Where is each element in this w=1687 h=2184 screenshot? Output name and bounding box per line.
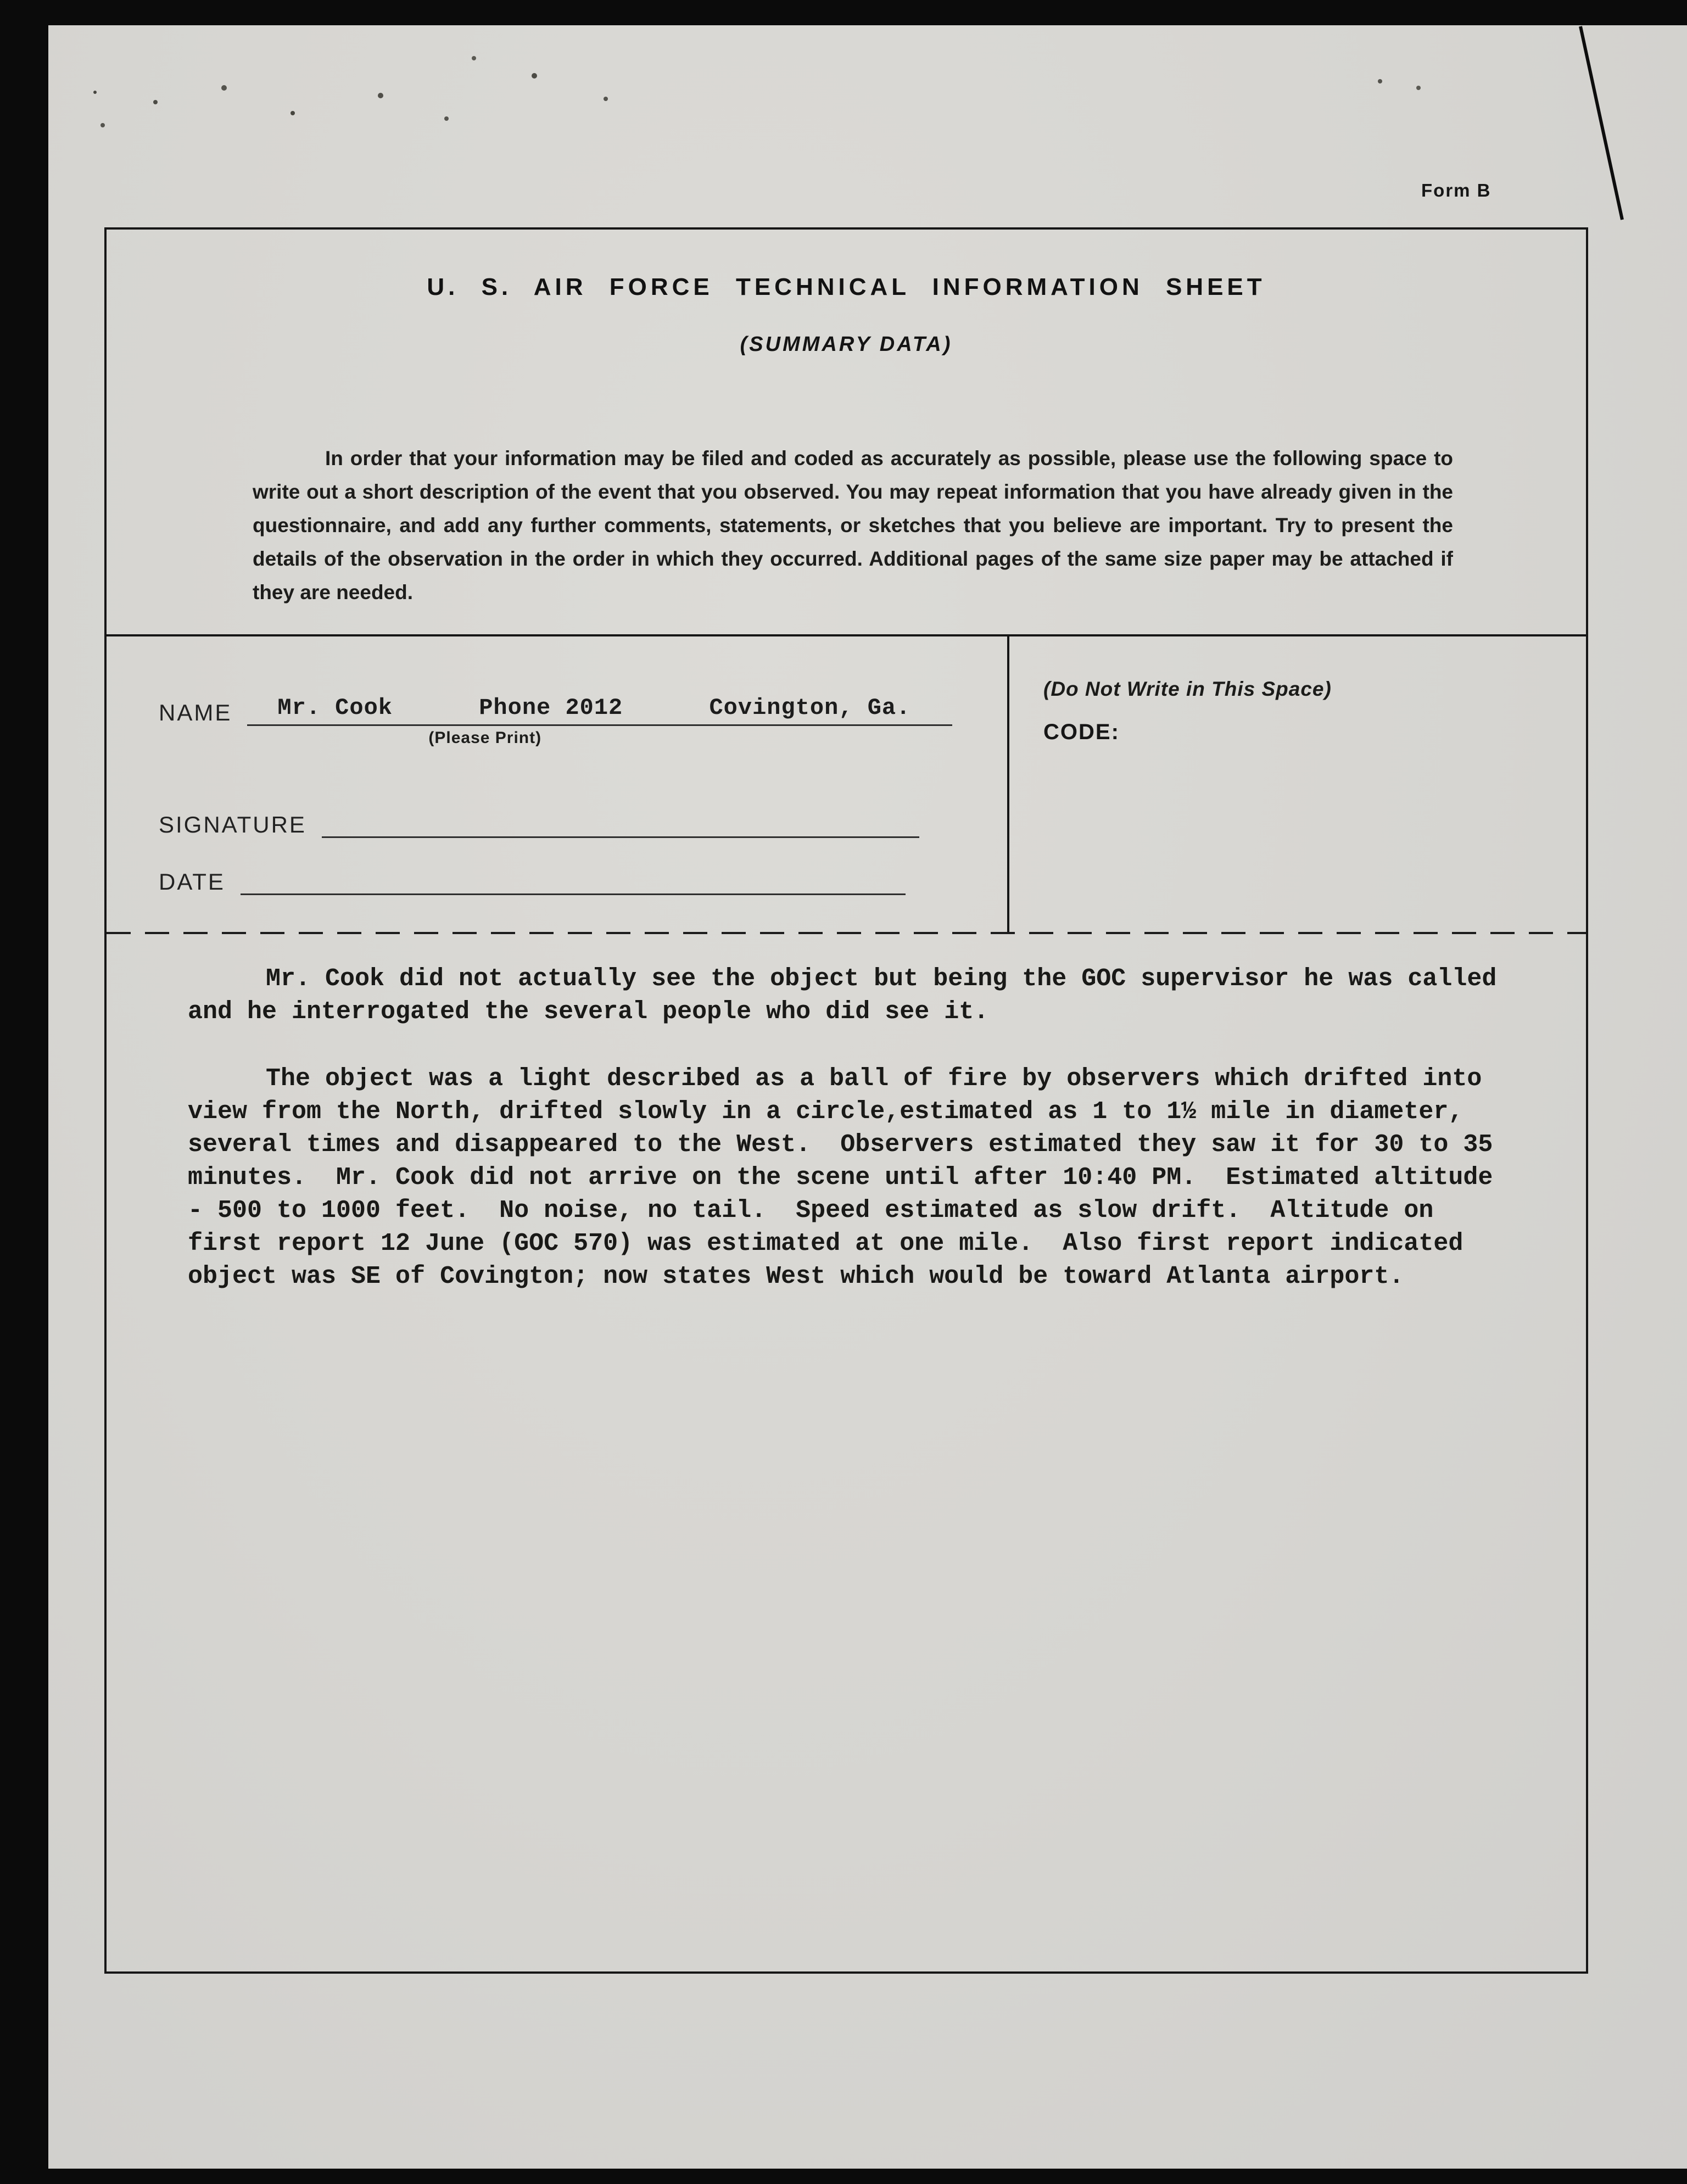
form-subtitle: (SUMMARY DATA) [740, 333, 953, 356]
date-label: DATE [159, 869, 225, 895]
signature-field-row [159, 812, 1007, 838]
signature-label: SIGNATURE [159, 812, 306, 837]
scan-edge-left [0, 0, 48, 2184]
name-line [247, 678, 952, 747]
date-field-row [159, 869, 1007, 895]
narrative-paragraph-1: Mr. Cook did not actually see the object but being the GOC supervisor he was called and he interrogated the several people who did see it. [188, 965, 1512, 1026]
identity-left-cell [107, 636, 1007, 932]
form-box [104, 227, 1588, 1974]
scan-speckles [93, 91, 97, 94]
please-print-note: (Please Print) [428, 729, 542, 747]
form-header-section [107, 273, 1586, 636]
narrative-section [107, 934, 1512, 1293]
do-not-write-note: (Do Not Write in This Space) [1043, 678, 1332, 700]
form-title: U. S. AIR FORCE TECHNICAL INFORMATION SHEET [427, 273, 1266, 300]
date-line [241, 888, 906, 895]
instructions-paragraph: In order that your information may be filed and coded as accurately as possible, please use the following space to write out a short description of the event that you observed. You may repeat information that you have already given in the questionnaire, and add any further comments, statements, or sketches that you believe are important. Try to present the details of the observation in the order in which they occurred. Additional pages of the same size paper may be attached if they are needed. [253, 447, 1453, 604]
name-label: NAME [159, 700, 232, 725]
scan-edge-bottom [0, 2169, 1687, 2184]
form-b-label: Form B [1421, 180, 1492, 200]
identity-section [107, 636, 1586, 932]
scan-edge-top [0, 0, 1687, 25]
identity-right-cell [1007, 636, 1586, 932]
name-value: Mr. Cook Phone 2012 Covington, Ga. [277, 695, 911, 721]
name-field-row [159, 678, 1007, 747]
code-label: CODE: [1043, 720, 1120, 744]
narrative-paragraph-2: The object was a light described as a ball of fire by observers which drifted into view from the North, drifted slowly in a circle,estimated as 1 to 1½ mile in diameter, several times and disappeared to the West. Observers estimated they saw it for 30 to 35 minutes. Mr. Cook did not arrive on the scene until after 10:40 PM. Estimated altitude - 500 to 1000 feet. No noise, no tail. Speed estimated as slow drift. Altitude on first report 12 June (GOC 570) was estimated at one mile. Also first report indicated object was SE of Covington; now states West which would be toward Atlanta airport. [188, 1065, 1508, 1291]
signature-line [322, 831, 919, 838]
